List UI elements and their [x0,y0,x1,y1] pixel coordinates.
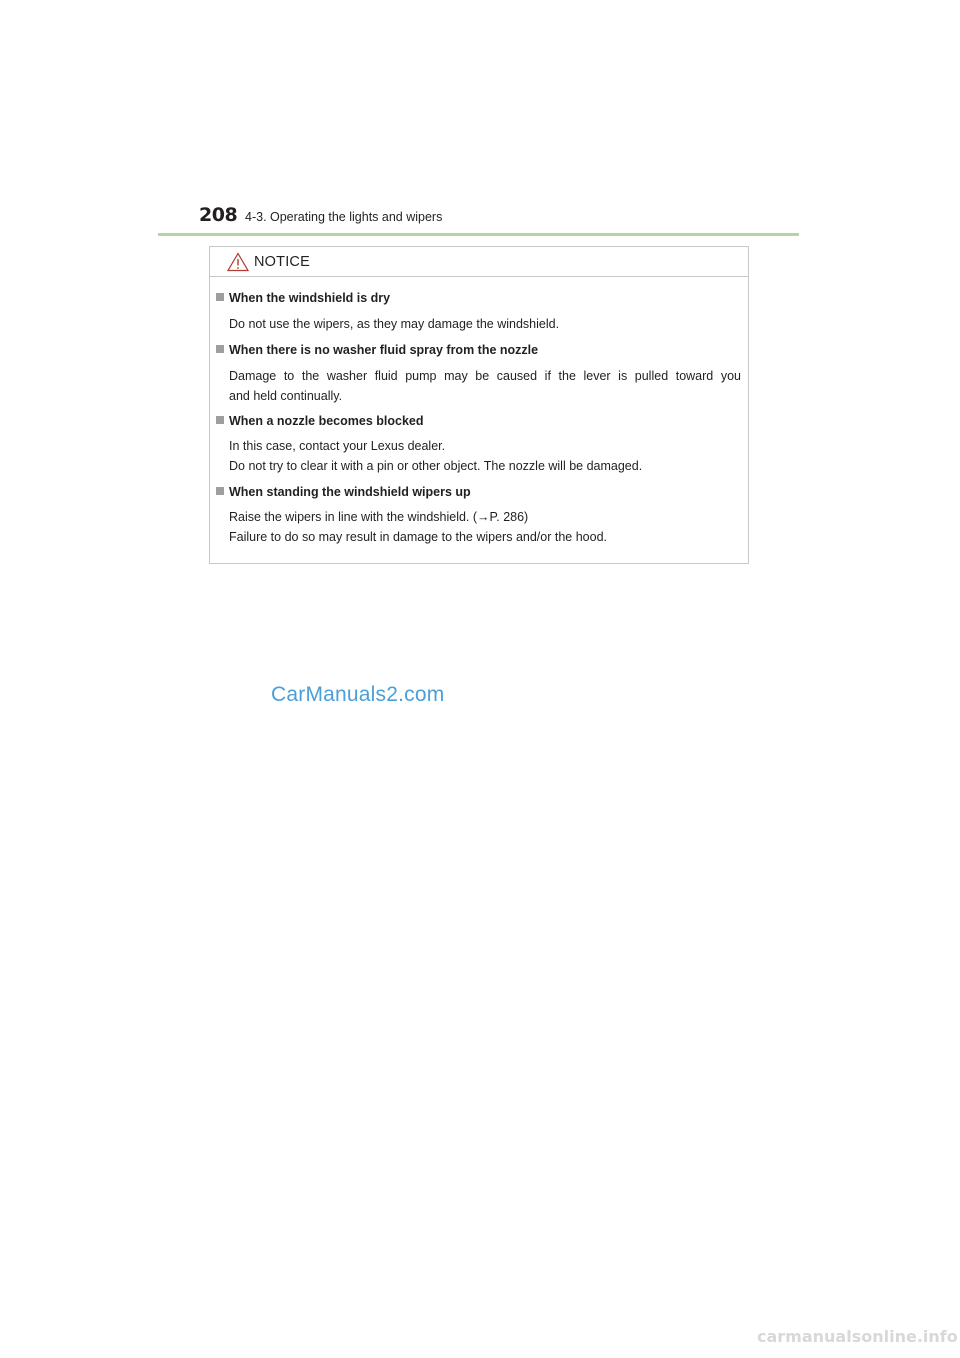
notice-label: NOTICE [254,254,310,270]
notice-item-text [229,315,741,335]
page-number: 208 [199,204,238,226]
notice-item-text [229,508,741,547]
text-line: Do not try to clear it with a pin or other object. The nozzle will be damaged. [229,458,643,473]
warning-triangle-icon [227,252,249,272]
watermark-link[interactable]: CarManuals2.com [271,683,445,706]
text-line: Do not use the wipers, as they may damage the windshield. [229,317,560,331]
text-line: Damage to the washer fluid pump may be caused if the lever is pulled toward you [229,369,741,383]
notice-item-text [229,437,741,476]
notice-item-text [229,367,741,406]
notice-item-heading: When a nozzle becomes blocked [216,414,424,428]
notice-item-heading: When there is no washer fluid spray from the nozzle [216,343,538,357]
square-bullet-icon [216,416,224,424]
square-bullet-icon [216,345,224,353]
text-line: Raise the wipers in line with the windshield. (→P. 286) [229,510,529,524]
notice-box [209,246,749,564]
text-line: Failure to do so may result in damage to the wipers and/or the hood. [229,529,607,544]
square-bullet-icon [216,293,224,301]
text-line: In this case, contact your Lexus dealer. [229,439,446,453]
text-line: and held continually. [229,388,343,403]
square-bullet-icon [216,487,224,495]
notice-header [210,247,748,277]
footer-watermark: carmanualsonline.info [757,1327,958,1346]
section-title: 4-3. Operating the lights and wipers [245,210,443,224]
notice-item-heading: When standing the windshield wipers up [216,485,471,499]
header-divider [158,233,799,236]
page-header [199,204,799,234]
notice-item-heading: When the windshield is dry [216,291,390,305]
